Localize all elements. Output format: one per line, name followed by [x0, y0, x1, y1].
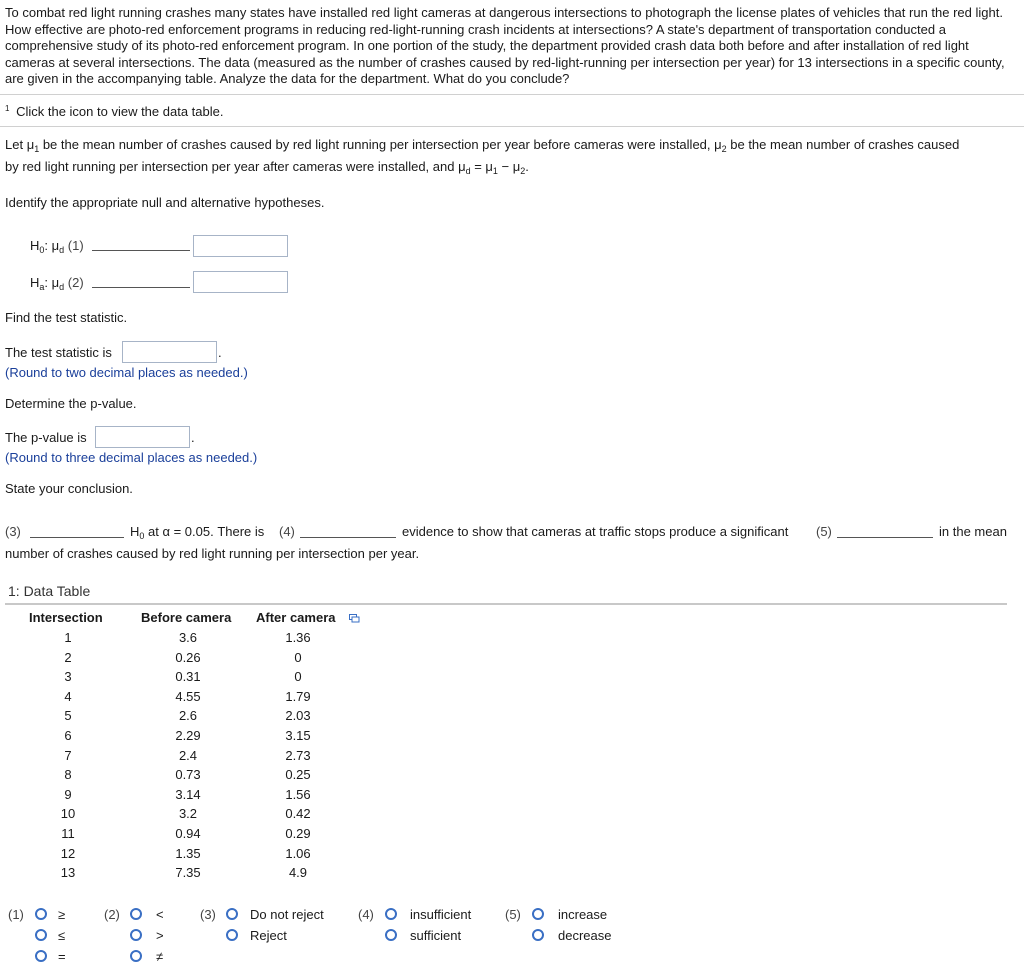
option-group-label: (4)	[358, 907, 374, 922]
table-cell: 1.35	[175, 845, 201, 861]
p-value-prompt: Determine the p-value.	[5, 396, 137, 411]
table-cell: 2.03	[285, 708, 311, 724]
option-label[interactable]: <	[156, 907, 164, 922]
radio-button[interactable]	[532, 929, 544, 941]
definition-line-2: by red light running per intersection per year after cameras were installed, and $\mu_d = \mu_1 - \mu_2$.	[5, 159, 529, 176]
radio-button[interactable]	[385, 929, 397, 941]
table-cell: 3.6	[178, 630, 198, 645]
definition-line-1: Let $\mu_1$ be the mean number of crashes caused by red light running per intersection per year before cameras were installed, $\mu_2$ be the mean number of crashes caused	[5, 137, 960, 154]
option-group-label: (2)	[104, 907, 120, 922]
table-cell: 2.6	[178, 708, 198, 724]
blank-1-line	[92, 250, 190, 251]
test-stat-hint: (Round to two decimal places as needed.)	[5, 365, 248, 380]
footnote-link[interactable]: Click the icon to view the data table.	[16, 104, 224, 120]
table-cell: 10	[60, 806, 76, 822]
divider	[0, 94, 1024, 95]
option-label[interactable]: Reject	[250, 928, 287, 943]
option-label[interactable]: ≤	[58, 928, 66, 943]
table-cell: 0.73	[175, 767, 201, 783]
table-cell: 9	[64, 786, 72, 802]
table-cell: 2.73	[285, 747, 311, 763]
p-value-label: The p-value is	[5, 430, 87, 445]
radio-button[interactable]	[130, 908, 142, 920]
test-stat-prompt: Find the test statistic.	[5, 310, 128, 325]
test-stat-label: The test statistic is	[5, 345, 112, 360]
table-cell: 3.15	[285, 728, 311, 743]
table-cell: 0.25	[285, 767, 311, 783]
table-cell: 1.56	[285, 786, 311, 802]
table-cell: 6	[64, 728, 72, 743]
table-cell: 12	[60, 845, 76, 861]
col-header-after: After camera	[256, 610, 336, 625]
radio-button[interactable]	[532, 908, 544, 920]
alternative-hypothesis: $H_a$: $\mu_d$ (2)	[30, 275, 84, 292]
table-cell: 1.36	[285, 630, 311, 645]
radio-button[interactable]	[130, 950, 142, 962]
blank-3-line	[30, 537, 124, 538]
blank-5-line	[837, 537, 933, 538]
test-stat-period: .	[218, 345, 222, 360]
option-label[interactable]: insufficient	[410, 907, 472, 922]
option-group-label: (5)	[505, 907, 521, 922]
table-cell: 0	[294, 669, 302, 685]
ha-answer-box[interactable]	[193, 271, 288, 293]
table-cell: 3	[64, 669, 72, 685]
table-cell: 0.42	[285, 806, 311, 822]
radio-button[interactable]	[226, 929, 238, 941]
copy-icon[interactable]	[349, 614, 360, 623]
blank-4-label: (4)	[279, 524, 295, 539]
option-label[interactable]: sufficient	[410, 928, 462, 943]
blank-5-label: (5)	[816, 524, 832, 539]
table-cell: 0.31	[175, 669, 201, 685]
null-hypothesis: $H_0$: $\mu_d$ (1)	[30, 238, 84, 255]
option-label[interactable]: >	[156, 928, 164, 943]
blank-1-label: (1)	[67, 238, 84, 253]
option-group-label: (1)	[8, 907, 24, 922]
table-cell: 0.26	[175, 649, 201, 665]
footnote	[5, 104, 223, 119]
table-cell: 13	[60, 865, 76, 881]
table-cell: 3.14	[175, 786, 201, 802]
data-table-title: 1: Data Table	[8, 583, 91, 599]
conclusion-line-2: number of crashes caused by red light running per intersection per year.	[5, 546, 420, 561]
radio-button[interactable]	[385, 908, 397, 920]
table-cell: 2.29	[175, 728, 201, 743]
h0-answer-box[interactable]	[193, 235, 288, 257]
table-cell: 4	[64, 688, 72, 704]
table-cell: 8	[64, 767, 72, 783]
option-label[interactable]: ≥	[58, 907, 66, 922]
table-title-rule	[5, 603, 1007, 605]
footnote-mark: 1	[5, 104, 10, 113]
option-label[interactable]: ≠	[156, 949, 164, 964]
table-cell: 2.4	[178, 747, 198, 763]
table-cell: 7.35	[175, 865, 201, 881]
table-cell: 2	[64, 649, 72, 665]
table-cell: 0	[294, 649, 302, 665]
option-label[interactable]: =	[58, 949, 66, 964]
table-cell: 7	[64, 747, 72, 763]
table-cell: 0.94	[175, 826, 201, 841]
conclusion-prompt: State your conclusion.	[5, 481, 133, 496]
option-label[interactable]: increase	[558, 907, 608, 922]
problem-statement: To combat red light running crashes many states have installed red light cameras at dangerous intersections to photograph the license plates of vehicles that run the red light. How effective are photo-red enforcement programs in reducing red-light-running crash incidents at intersections? A state's department of transportation conducted a comprehensive study of its photo-red enforcement program. In one portion of the study, the department provided crash data both before and after installation of red light cameras at several intersections. The data (measured as the number of crashes caused by red-light-running per intersection per year) for 13 intersections in a specific county, are given in the accompanying table. Analyze the data for the department. What do you conclude?	[5, 5, 1005, 87]
option-label[interactable]: decrease	[558, 928, 612, 943]
table-cell: 4.55	[175, 688, 201, 704]
table-cell: 5	[64, 708, 72, 724]
blank-3-label: (3)	[5, 524, 21, 539]
table-cell: 0.29	[285, 826, 311, 841]
blank-2-line	[92, 287, 190, 288]
table-cell: 3.2	[178, 806, 198, 822]
option-group-label: (3)	[200, 907, 216, 922]
table-cell: 1.06	[285, 845, 311, 861]
conclusion-h0: $H_0$ at α = 0.05. There is	[130, 524, 265, 541]
p-value-input[interactable]	[95, 426, 190, 448]
radio-button[interactable]	[226, 908, 238, 920]
conclusion-end: in the mean	[939, 524, 1007, 539]
p-value-hint: (Round to three decimal places as needed.)	[5, 450, 258, 465]
radio-button[interactable]	[35, 929, 47, 941]
divider	[0, 126, 1024, 127]
col-header-before: Before camera	[141, 610, 232, 625]
radio-button[interactable]	[35, 950, 47, 962]
radio-button[interactable]	[35, 908, 47, 920]
table-cell: 1	[64, 630, 72, 645]
p-value-period: .	[191, 430, 195, 445]
option-label[interactable]: Do not reject	[250, 907, 324, 922]
table-cell: 4.9	[288, 865, 308, 881]
blank-2-label: (2)	[67, 275, 84, 290]
conclusion-middle: evidence to show that cameras at traffic stops produce a significant	[402, 524, 789, 539]
hypotheses-prompt: Identify the appropriate null and alternative hypotheses.	[5, 195, 325, 210]
col-header-intersection: Intersection	[29, 610, 103, 625]
test-stat-input[interactable]	[122, 341, 217, 363]
table-cell: 11	[61, 826, 75, 841]
blank-4-line	[300, 537, 396, 538]
table-cell: 1.79	[285, 688, 311, 704]
radio-button[interactable]	[130, 929, 142, 941]
